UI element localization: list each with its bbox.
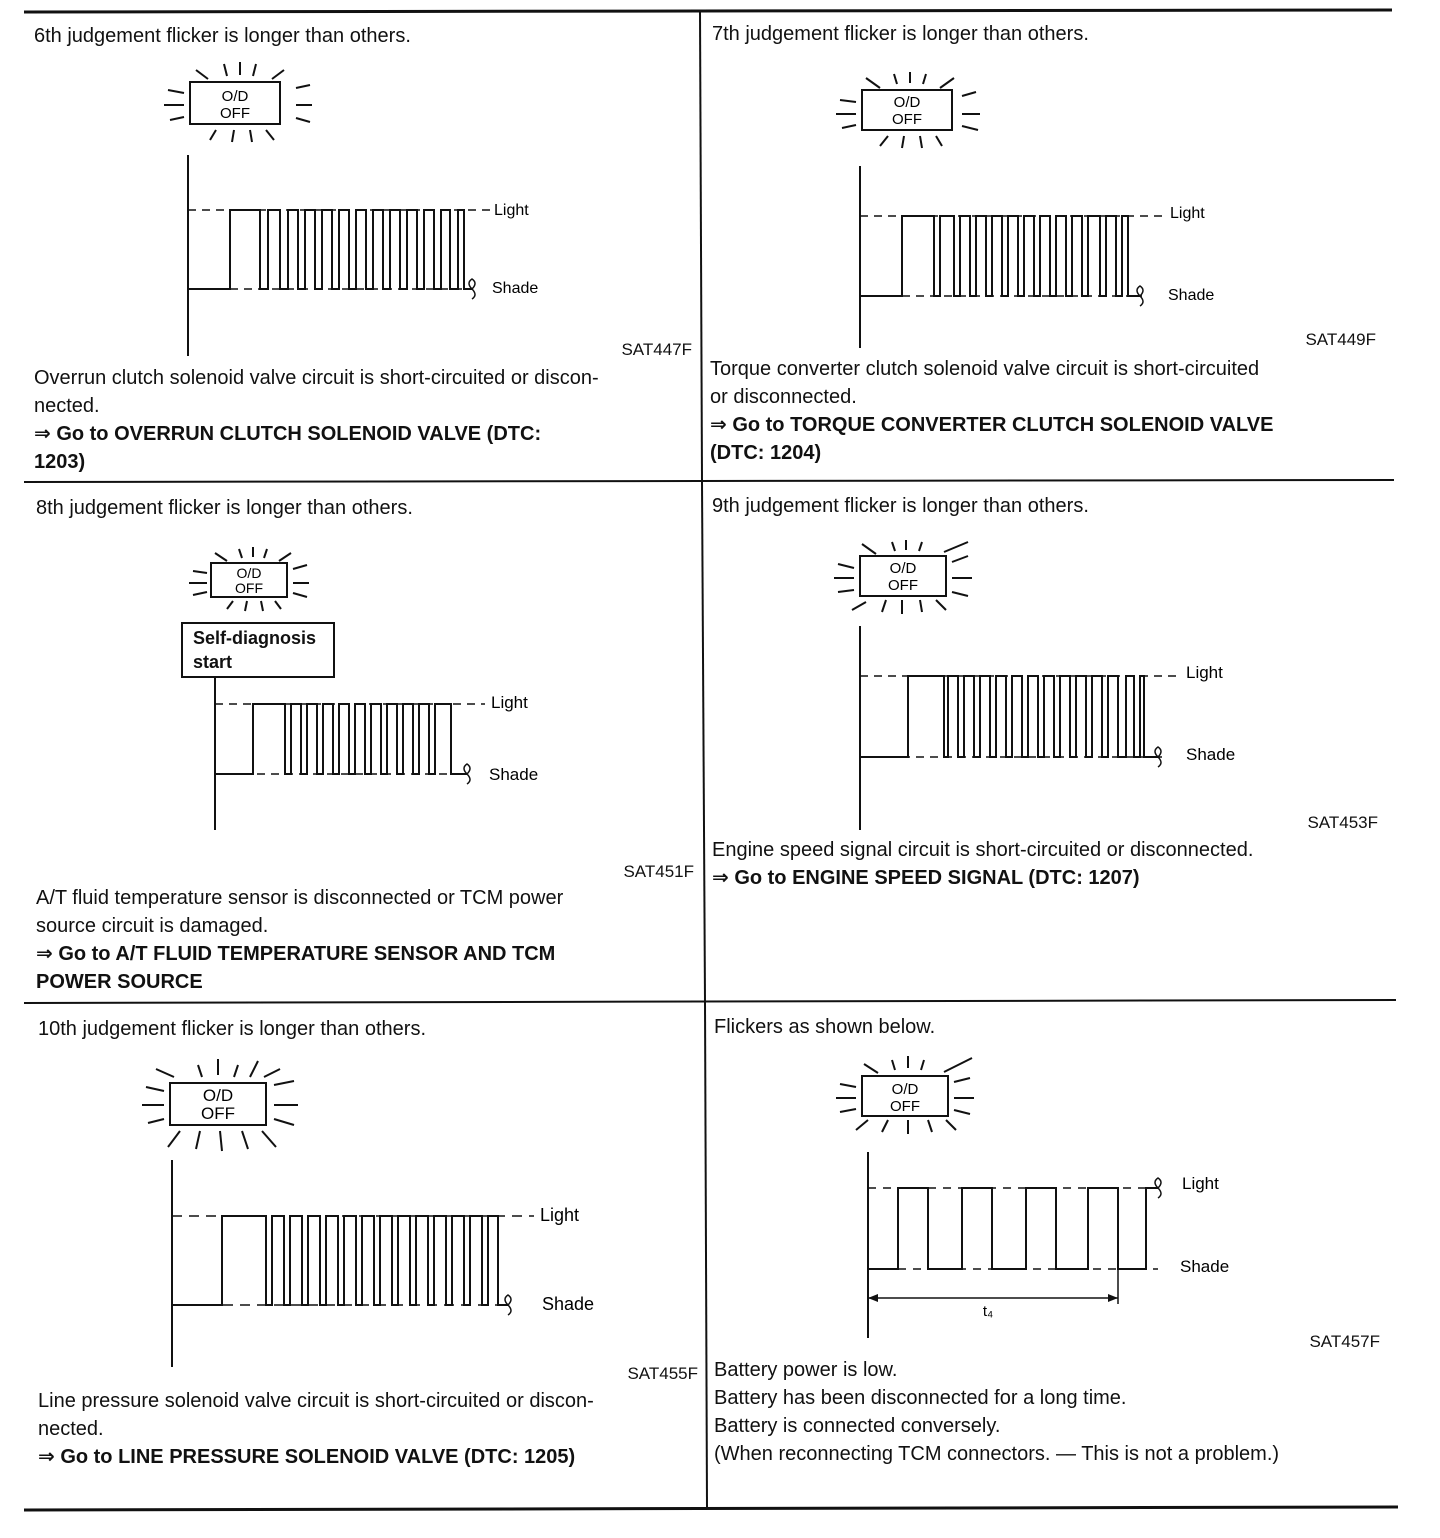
self-diagnosis-start-box: Self-diagnosis start xyxy=(181,622,335,678)
t4-label: t₄ xyxy=(982,1303,994,1320)
light-label: Light xyxy=(494,202,529,219)
indicator-line1: O/D xyxy=(236,565,262,581)
cell-heading: Flickers as shown below. xyxy=(714,1016,936,1038)
figure-code: SAT455F xyxy=(627,1364,698,1383)
cell-description: A/T fluid temperature sensor is disconnected or TCM power source circuit is damaged. ⇒ Go to A/T FLUID TEMPERATURE SENSOR AND TCM POWER SOURCE xyxy=(36,884,696,996)
shade-label: Shade xyxy=(1180,1257,1230,1276)
flicker-diagram xyxy=(150,60,570,365)
shade-label: Shade xyxy=(542,1294,595,1314)
indicator-line2: OFF xyxy=(890,1098,920,1115)
light-label: Light xyxy=(540,1205,580,1225)
indicator-line1: O/D xyxy=(893,94,921,111)
flicker-diagram xyxy=(822,538,1262,843)
goto-action: ⇒ Go to LINE PRESSURE SOLENOID VALVE (DTC: 1205) xyxy=(38,1446,576,1468)
cell-heading: 9th judgement flicker is longer than others. xyxy=(712,495,1089,517)
light-label: Light xyxy=(1170,205,1205,222)
indicator-line2: OFF xyxy=(235,580,263,596)
cell-heading: 10th judgement flicker is longer than others. xyxy=(38,1018,426,1040)
cell-description: Line pressure solenoid valve circuit is short-circuited or discon- nected. ⇒ Go to LINE PRESSURE SOLENOID VALVE (DTC: 1205) xyxy=(38,1387,702,1471)
goto-action: ⇒ Go to OVERRUN CLUTCH SOLENOID VALVE (DTC: xyxy=(34,423,542,445)
cell-description: Battery power is low. Battery has been disconnected for a long time. Battery is connected conversely. (When reconnecting TCM connectors. — This is not a problem.) xyxy=(714,1359,1280,1465)
figure-code: SAT453F xyxy=(1307,813,1378,832)
goto-action: ⇒ Go to ENGINE SPEED SIGNAL (DTC: 1207) xyxy=(712,867,1140,889)
cell-heading: 6th judgement flicker is longer than others. xyxy=(34,25,411,47)
figure-code: SAT457F xyxy=(1309,1332,1380,1351)
goto-action: ⇒ Go to TORQUE CONVERTER CLUTCH SOLENOID VALVE xyxy=(710,414,1274,436)
goto-action-cont: (DTC: 1204) xyxy=(710,442,822,464)
flicker-diagram xyxy=(175,545,595,840)
flicker-diagram xyxy=(130,1055,610,1380)
figure-code: SAT451F xyxy=(623,862,694,881)
cell-description: Torque converter clutch solenoid valve circuit is short-circuited or disconnected. ⇒ Go to TORQUE CONVERTER CLUTCH SOLENOID VALVE (DTC: 1204) xyxy=(710,355,1390,467)
figure-code: SAT449F xyxy=(1305,330,1376,349)
goto-action: ⇒ Go to A/T FLUID TEMPERATURE SENSOR AND TCM xyxy=(36,943,556,965)
light-label: Light xyxy=(1186,663,1223,682)
indicator-line2: OFF xyxy=(201,1104,235,1123)
light-label: Light xyxy=(491,693,528,712)
cell-description: Engine speed signal circuit is short-circuited or disconnected. ⇒ Go to ENGINE SPEED SIGNAL (DTC: 1207) xyxy=(712,836,1392,892)
shade-label: Shade xyxy=(489,765,539,784)
shade-label: Shade xyxy=(492,280,539,297)
indicator-line1: O/D xyxy=(202,1086,234,1105)
flicker-diagram xyxy=(828,1054,1268,1349)
indicator-line2: OFF xyxy=(888,577,918,594)
goto-action-cont: 1203) xyxy=(34,451,86,473)
indicator-line2: OFF xyxy=(220,105,250,122)
indicator-line1: O/D xyxy=(891,1081,919,1098)
cell-description: Overrun clutch solenoid valve circuit is short-circuited or discon- nected. ⇒ Go to OVERRUN CLUTCH SOLENOID VALVE (DTC: 1203) xyxy=(34,364,694,476)
figure-code: SAT447F xyxy=(621,340,692,359)
indicator-line1: O/D xyxy=(889,560,917,577)
cell-heading: 8th judgement flicker is longer than others. xyxy=(36,497,413,519)
flicker-diagram xyxy=(822,70,1242,365)
light-label: Light xyxy=(1182,1174,1219,1193)
shade-label: Shade xyxy=(1186,745,1236,764)
indicator-line2: OFF xyxy=(892,111,922,128)
indicator-line1: O/D xyxy=(221,88,249,105)
cell-heading: 7th judgement flicker is longer than others. xyxy=(712,23,1089,45)
shade-label: Shade xyxy=(1168,287,1215,304)
goto-action-cont: POWER SOURCE xyxy=(36,971,203,993)
